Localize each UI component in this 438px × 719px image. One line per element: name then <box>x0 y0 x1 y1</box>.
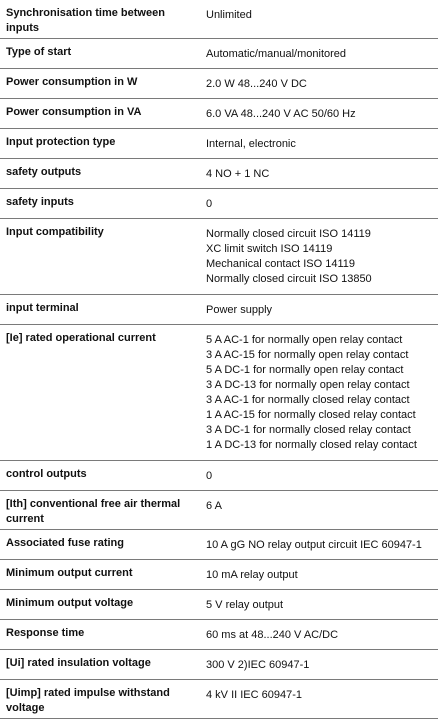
spec-label: Minimum output voltage <box>0 590 200 620</box>
spec-row <box>0 461 438 491</box>
spec-value-line: 0 <box>206 470 213 482</box>
spec-value <box>200 99 438 129</box>
spec-value-line: XC limit switch ISO 14119 <box>206 243 333 255</box>
spec-value-line: Normally closed circuit ISO 14119 <box>206 228 371 240</box>
spec-value <box>200 69 438 99</box>
spec-value <box>200 325 438 461</box>
spec-row <box>0 620 438 650</box>
spec-value-line: Mechanical contact ISO 14119 <box>206 258 355 270</box>
spec-label: Power consumption in VA <box>0 99 200 129</box>
spec-value <box>200 159 438 189</box>
spec-value-line: 6 A <box>206 500 222 512</box>
spec-row <box>0 219 438 295</box>
spec-label: [Ith] conventional free air thermal current <box>0 491 200 530</box>
spec-label: control outputs <box>0 461 200 491</box>
spec-row <box>0 129 438 159</box>
spec-value <box>200 620 438 650</box>
spec-value-line: 10 A gG NO relay output circuit IEC 60947-1 <box>206 539 422 551</box>
spec-value-line: 5 V relay output <box>206 599 284 611</box>
spec-row <box>0 680 438 719</box>
spec-row <box>0 0 438 39</box>
spec-row <box>0 590 438 620</box>
spec-label: input terminal <box>0 295 200 325</box>
spec-row <box>0 650 438 680</box>
spec-label: safety outputs <box>0 159 200 189</box>
spec-value-line: 1 A DC-13 for normally closed relay contact <box>206 439 417 451</box>
spec-value <box>200 590 438 620</box>
spec-value <box>200 650 438 680</box>
spec-label: Associated fuse rating <box>0 530 200 560</box>
spec-value-line: Power supply <box>206 304 273 316</box>
spec-label: safety inputs <box>0 189 200 219</box>
spec-value <box>200 530 438 560</box>
spec-value <box>200 560 438 590</box>
spec-value-line: 4 NO + 1 NC <box>206 168 270 180</box>
spec-value-line: Normally closed circuit ISO 13850 <box>206 273 372 285</box>
spec-value-line: 10 mA relay output <box>206 569 298 581</box>
spec-value-line: Internal, electronic <box>206 138 296 150</box>
spec-value <box>200 129 438 159</box>
spec-value-line: 4 kV II IEC 60947-1 <box>206 689 302 701</box>
spec-value-line: 0 <box>206 198 213 210</box>
spec-value-line: 3 A DC-1 for normally closed relay contact <box>206 424 411 436</box>
spec-value-line: 60 ms at 48...240 V AC/DC <box>206 629 339 641</box>
spec-value-line: 3 A DC-13 for normally open relay contact <box>206 379 410 391</box>
spec-value-line: 300 V 2)IEC 60947-1 <box>206 659 310 671</box>
spec-value <box>200 219 438 295</box>
spec-label: Input protection type <box>0 129 200 159</box>
spec-row <box>0 325 438 461</box>
spec-label: Type of start <box>0 39 200 69</box>
spec-label: Synchronisation time between inputs <box>0 0 200 39</box>
spec-value-line: 5 A AC-1 for normally open relay contact <box>206 334 403 346</box>
spec-row <box>0 560 438 590</box>
spec-label: [Ui] rated insulation voltage <box>0 650 200 680</box>
spec-value <box>200 189 438 219</box>
spec-row <box>0 530 438 560</box>
spec-row <box>0 295 438 325</box>
spec-row <box>0 69 438 99</box>
spec-row <box>0 99 438 129</box>
spec-row <box>0 189 438 219</box>
spec-value-line: 1 A AC-15 for normally closed relay contact <box>206 409 416 421</box>
spec-value <box>200 461 438 491</box>
spec-label: Power consumption in W <box>0 69 200 99</box>
spec-value-line: 3 A AC-1 for normally closed relay contact <box>206 394 410 406</box>
spec-value-line: 2.0 W 48...240 V DC <box>206 78 307 90</box>
spec-value-line: Automatic/manual/monitored <box>206 48 347 60</box>
spec-label: Minimum output current <box>0 560 200 590</box>
spec-value <box>200 680 438 719</box>
spec-value-line: Unlimited <box>206 9 252 21</box>
spec-label: [Uimp] rated impulse withstand voltage <box>0 680 200 719</box>
spec-row <box>0 491 438 530</box>
spec-value-line: 5 A DC-1 for normally open relay contact <box>206 364 404 376</box>
spec-label: [Ie] rated operational current <box>0 325 200 461</box>
spec-value-line: 3 A AC-15 for normally open relay contact <box>206 349 409 361</box>
spec-label: Response time <box>0 620 200 650</box>
spec-row <box>0 39 438 69</box>
spec-value-line: 6.0 VA 48...240 V AC 50/60 Hz <box>206 108 356 120</box>
spec-row <box>0 159 438 189</box>
spec-value <box>200 491 438 530</box>
spec-value <box>200 39 438 69</box>
spec-value <box>200 0 438 39</box>
spec-label: Input compatibility <box>0 219 200 295</box>
spec-value <box>200 295 438 325</box>
